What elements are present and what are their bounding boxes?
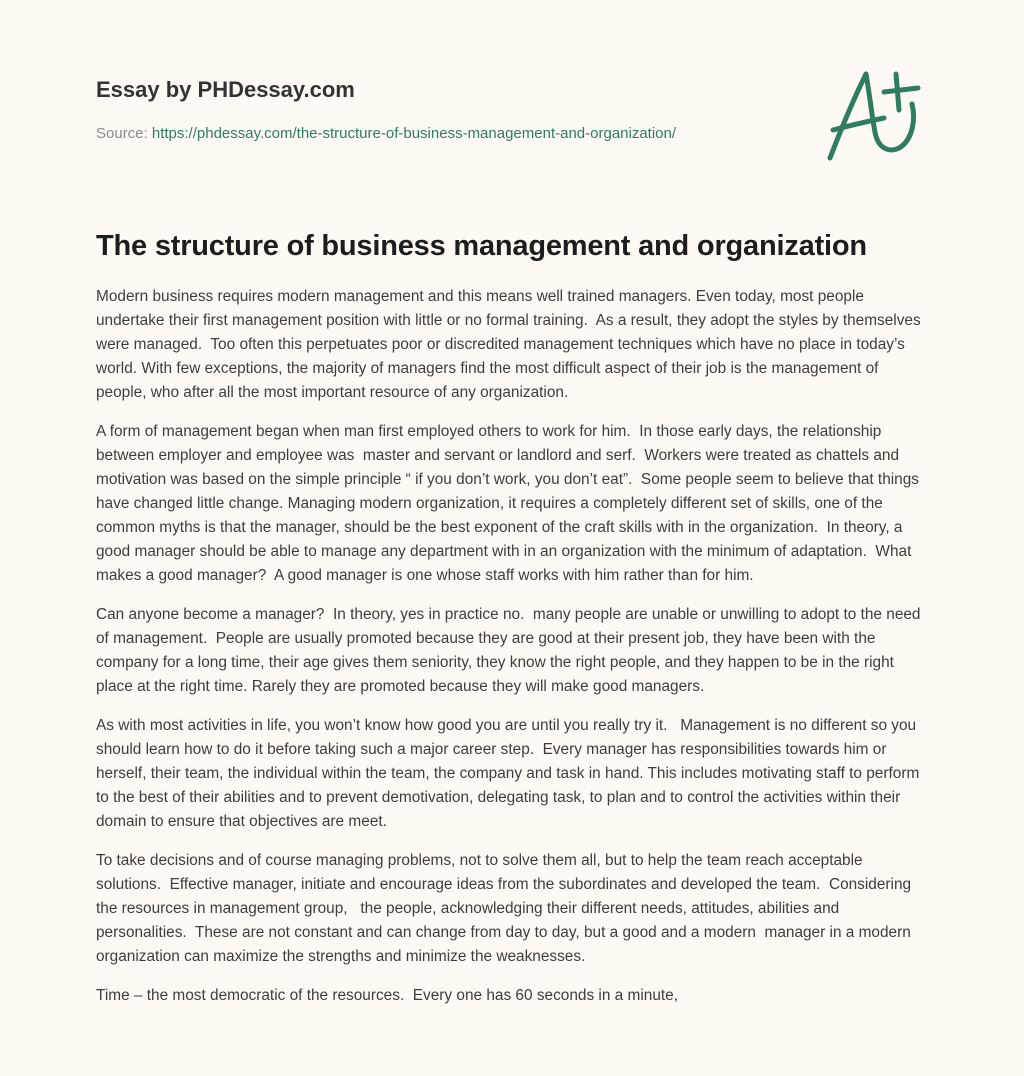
document-header (96, 76, 796, 142)
source-line (96, 124, 676, 144)
essay-paragraph: Time – the most democratic of the resources. Every one has 60 seconds in a minute, (96, 987, 678, 1004)
essay-paragraph: As with most activities in life, you won’t know how good you are until you really try it. Management is no different so you should learn how to do it before taking such a major career step. Every manager has responsibilities towards him or herself, their team, the individual within the team, the company and task in hand. This includes motivating staff to perform to the best of their abilities and to prevent demotivation, delegating task, to plan and to control the activities within their domain to ensure that objectives are meet. (96, 717, 924, 830)
essay-body (96, 285, 930, 1023)
essay-paragraph: To take decisions and of course managing problems, not to solve them all, but to help the team reach acceptable solutions. Effective manager, initiate and encourage ideas from the subordinates and developed the team. Considering the resources in management group, the people, acknowledging their different needs, attitudes, abilities and personalities. These are not constant and can change from day to day, but a good and a modern manager in a modern organization can maximize the strengths and minimize the weaknesses. (96, 852, 916, 965)
source-label: Source: (96, 125, 152, 142)
source-link[interactable]: https://phdessay.com/the-structure-of-business-management-and-organization/ (151, 125, 677, 142)
essay-paragraph: A form of management began when man first employed others to work for him. In those early days, the relationship between employer and employee was master and servant or landlord and serf. Workers were treated as chattels and motivation was based on the simple principle “ if you don’t work, you don’t eat”. Some people seem to believe that things have changed little change. Managing modern organization, it requires a completely different set of skills, one of the common myths is that the manager, should be the best exponent of the craft skills with in the organization. In theory, a good manager should be able to manage any department with in an organization with the minimum of adaptation. What makes a good manager? A good manager is one whose staff works with him rather than for him. (96, 423, 924, 584)
brand-title: Essay by PHDessay.com (96, 77, 355, 102)
a-plus-grade-icon (820, 62, 930, 167)
essay-paragraph: Modern business requires modern management and this means well trained managers. Even today, most people undertake their first management position with little or no formal training. As a result, they adopt the styles by themselves were managed. Too often this perpetuates poor or discredited management techniques which have no place in today’s world. With few exceptions, the majority of managers find the most difficult aspect of their job is the management of people, who after all the most important resource of any organization. (96, 288, 925, 401)
essay-paragraph: Can anyone become a manager? In theory, yes in practice no. many people are unable or unwilling to adopt to the need of management. People are usually promoted because they are good at their present job, they have been with the company for a long time, their age gives them seniority, they know the right people, and they happen to be in the right place at the right time. Rarely they are promoted because they will make good managers. (96, 606, 925, 695)
essay-title: The structure of business management and organization (96, 230, 867, 262)
